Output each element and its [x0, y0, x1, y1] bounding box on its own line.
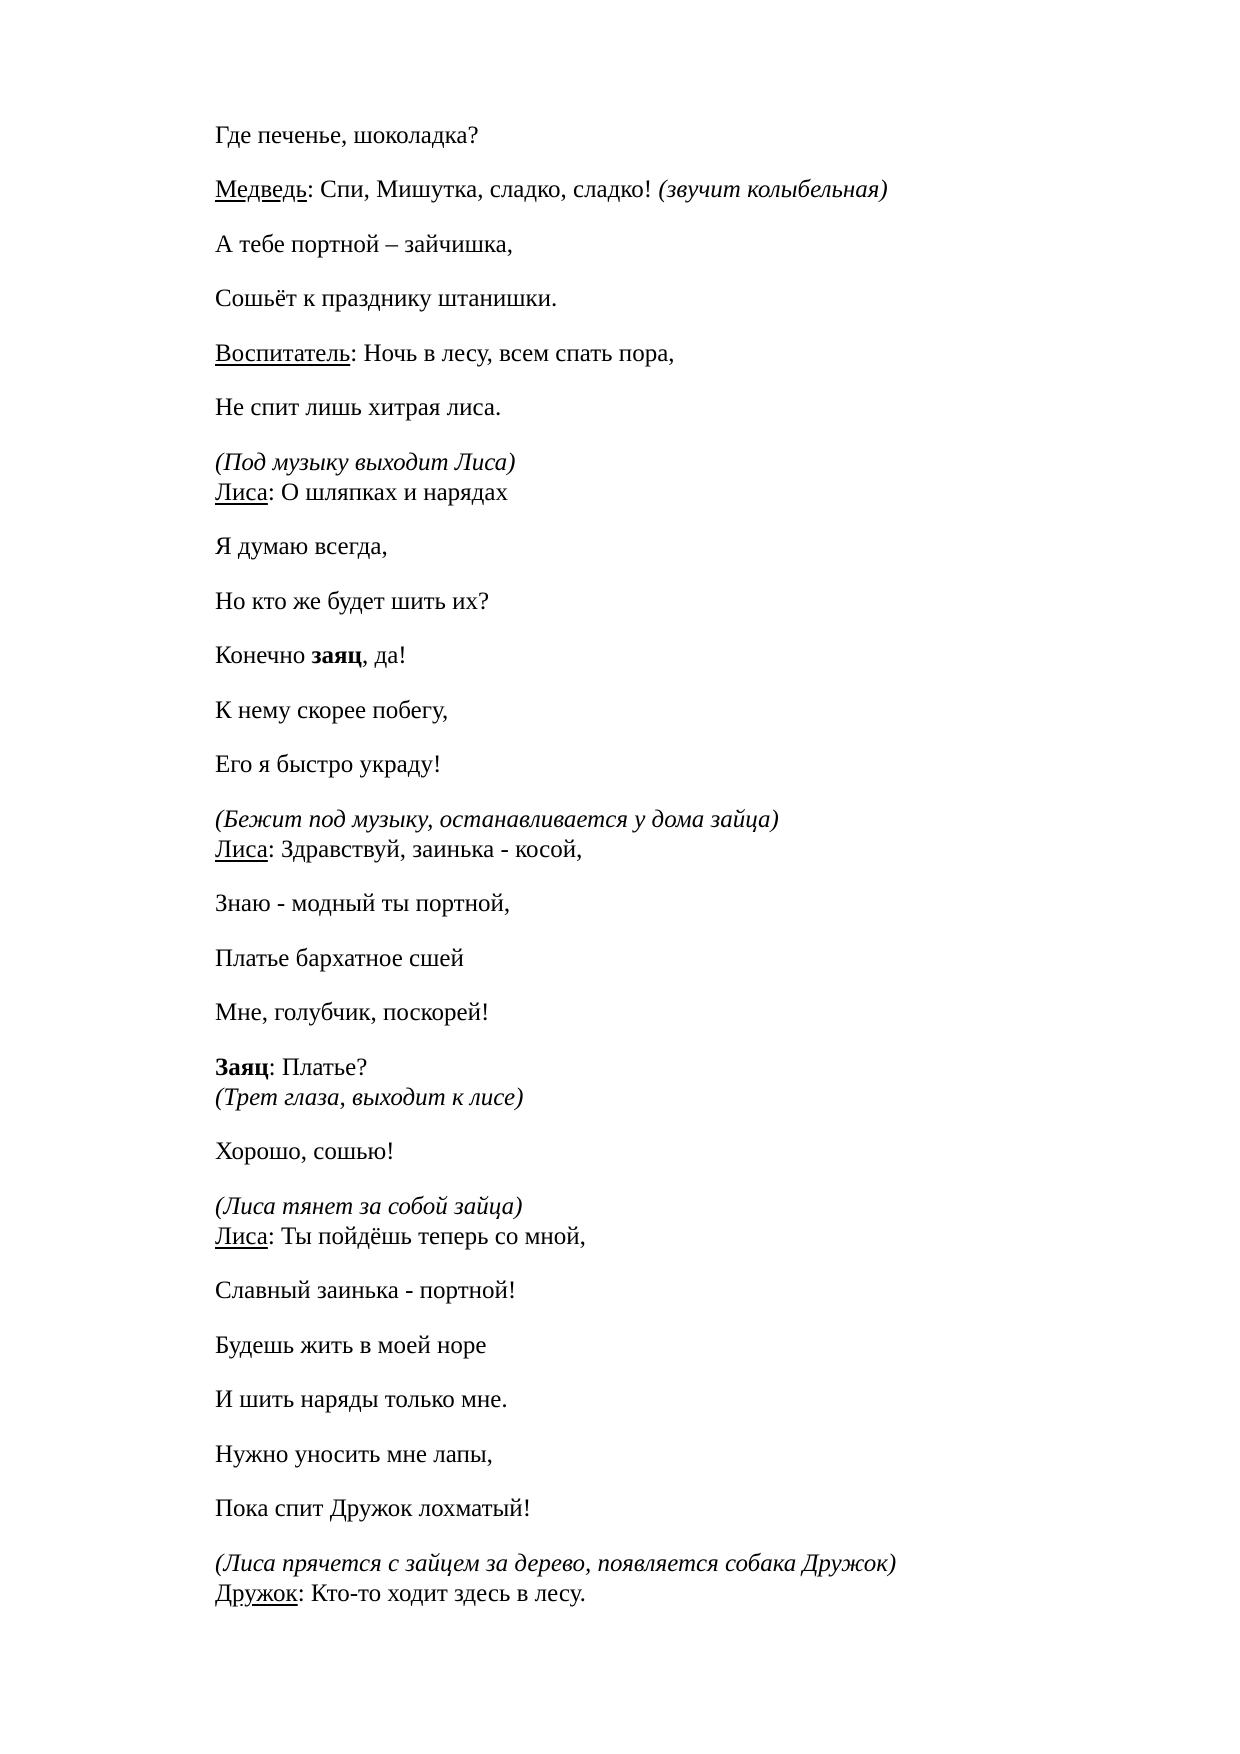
text-line: Где печенье, шоколадка? — [215, 122, 479, 149]
stage-direction: (Лиса тянет за собой зайца) — [215, 1193, 523, 1220]
stage-direction: (звучит колыбельная) — [658, 176, 888, 203]
text-line: Мне, голубчик, поскорей! — [215, 999, 490, 1026]
text-line: Нужно уносить мне лапы, — [215, 1441, 493, 1468]
stage-direction: (Лиса прячется с зайцем за дерево, появляется собака Дружок) — [215, 1550, 897, 1577]
speaker-name: Медведь — [215, 176, 307, 203]
text-line: Пока спит Дружок лохматый! — [215, 1495, 532, 1522]
stage-direction: (Под музыку выходит Лиса) — [215, 449, 516, 476]
text-line: Его я быстро украду! — [215, 751, 442, 778]
text-line: Славный заинька - портной! — [215, 1277, 517, 1304]
dialogue-line-medved: Медведь: Спи, Мишутка, сладко, сладко! (звучит колыбельная) — [215, 176, 888, 203]
text-line: Сошьёт к празднику штанишки. — [215, 285, 558, 312]
text-line: И шить наряды только мне. — [215, 1386, 508, 1413]
dialogue-line-vospitatel: Воспитатель: Ночь в лесу, всем спать пора, — [215, 340, 675, 367]
speaker-name: Воспитатель — [215, 340, 351, 367]
text-line: Платье бархатное сшей — [215, 945, 464, 972]
stage-direction: (Бежит под музыку, останавливается у дома зайца) — [215, 806, 779, 833]
speaker-name: Лиса — [215, 479, 268, 506]
text-line: Конечно заяц, да! — [215, 642, 407, 669]
speaker-name: Дружок — [215, 1580, 298, 1607]
text-line: Знаю - модный ты портной, — [215, 890, 511, 917]
text-line: Хорошо, сошью! — [215, 1138, 395, 1165]
text-line: Но кто же будет шить их? — [215, 588, 490, 615]
dialogue-line-zayats: Заяц: Платье? — [215, 1054, 368, 1081]
text-line: К нему скорее побегу, — [215, 697, 449, 724]
dialogue-line-druzhok: Дружок: Кто-то ходит здесь в лесу. — [215, 1580, 586, 1607]
stage-direction: (Трет глаза, выходит к лисе) — [215, 1084, 524, 1111]
text-line: Будешь жить в моей норе — [215, 1332, 487, 1359]
bold-word: заяц — [311, 642, 362, 669]
dialogue-line-lisa: Лиса: Ты пойдёшь теперь со мной, — [215, 1223, 586, 1250]
speaker-name: Лиса — [215, 836, 268, 863]
speaker-name: Заяц — [215, 1054, 269, 1081]
dialogue-line-lisa: Лиса: О шляпках и нарядах — [215, 479, 508, 506]
text-line: Я думаю всегда, — [215, 533, 388, 560]
text-line: А тебе портной – зайчишка, — [215, 231, 513, 258]
text-line: Не спит лишь хитрая лиса. — [215, 394, 502, 421]
speaker-name: Лиса — [215, 1223, 268, 1250]
dialogue-line-lisa: Лиса: Здравствуй, заинька - косой, — [215, 836, 583, 863]
